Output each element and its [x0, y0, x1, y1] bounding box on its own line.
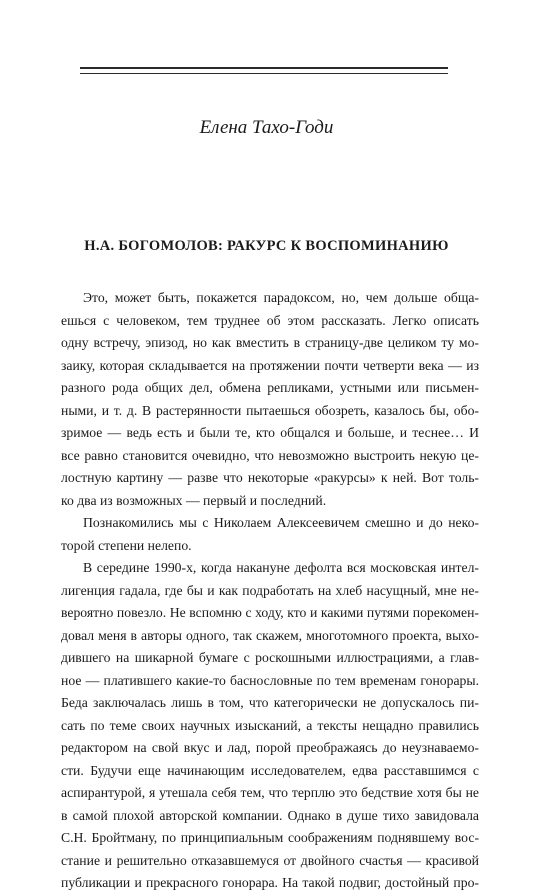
- text-line: заику, которая складывается на протяжении почти четверти века — из: [61, 357, 479, 373]
- text-line: стание и решительно отказавшемуся от двойного счастья — красивой: [61, 852, 479, 868]
- author-name: Елена Тахо-Годи: [199, 117, 334, 138]
- text-line: Познакомились мы с Николаем Алексеевичем смешно и до неко-: [83, 515, 479, 530]
- text-line: Это, может быть, покажется парадоксом, но, чем дольше обща-: [83, 290, 479, 305]
- text-line: сать по теме своих научных изысканий, а тексты нещадно правились: [61, 717, 479, 733]
- article-body: [61, 287, 479, 895]
- text-line: довал меня в авторы одного, так скажем, многотомного проекта, выхо-: [61, 627, 479, 643]
- text-line: публикации и прекрасного гонорара. На такой подвиг, достойный про-: [61, 875, 479, 890]
- text-line: все равно становится очевидно, что невозможно выстроить некую це-: [61, 447, 479, 463]
- text-line: ешься с человеком, тем труднее об этом рассказать. Легко описать: [61, 312, 479, 328]
- article-title: Н.А. БОГОМОЛОВ: РАКУРС К ВОСПОМИНАНИЮ: [84, 238, 449, 254]
- text-line: разного рода общих дел, обмена репликами, устными или письмен-: [61, 380, 479, 395]
- header-rule-thick: [80, 67, 448, 69]
- text-line: вероятно повезло. Не вспомню с ходу, кто и какими путями порекомен-: [61, 605, 479, 620]
- text-line: В середине 1990-х, когда накануне дефолта вся московская интел-: [83, 560, 479, 575]
- text-line: одну встречу, эпизод, но как вместить в страницу-две целиком ту мо-: [61, 335, 479, 350]
- text-line: в самой плохой авторской компании. Однако в душе тихо завидовала: [61, 807, 479, 823]
- text-line: ными, и т. д. В растерянности пытаешься обозреть, казалось бы, обо-: [61, 402, 479, 418]
- text-line: ное — платившего какие-то баснословные по тем временам гонорары.: [61, 672, 479, 688]
- text-line: лигенция гадала, где бы и как подработать на хлеб насущный, мне не-: [61, 582, 479, 598]
- text-line: торой степени нелепо.: [61, 537, 192, 553]
- text-line: зримое — ведь есть и были те, кто общался и больше, и теснее… И: [61, 425, 479, 440]
- text-line: С.Н. Бройтману, по принципиальным соображениям поднявшему вос-: [61, 830, 479, 845]
- header-rule-thin: [80, 73, 448, 74]
- text-line: ко два из возможных — первый и последний.: [61, 492, 327, 508]
- text-line: Беда заключалась лишь в том, что категорически не допускалось пи-: [61, 695, 479, 710]
- text-line: редактором на свой вкус и лад, порой преображаясь до неузнаваемо-: [61, 740, 479, 755]
- text-line: лостную картину — разве что некоторые «ракурсы» к ней. Вот толь-: [61, 470, 479, 485]
- text-line: сти. Будучи еще начинающим исследователем, едва расставшимся с: [61, 762, 479, 778]
- text-line: дившего на шикарной бумаге с роскошными иллюстрациями, а глав-: [61, 650, 479, 665]
- text-line: аспирантурой, я утешала себя тем, что терплю это бедствие хотя бы не: [61, 785, 479, 800]
